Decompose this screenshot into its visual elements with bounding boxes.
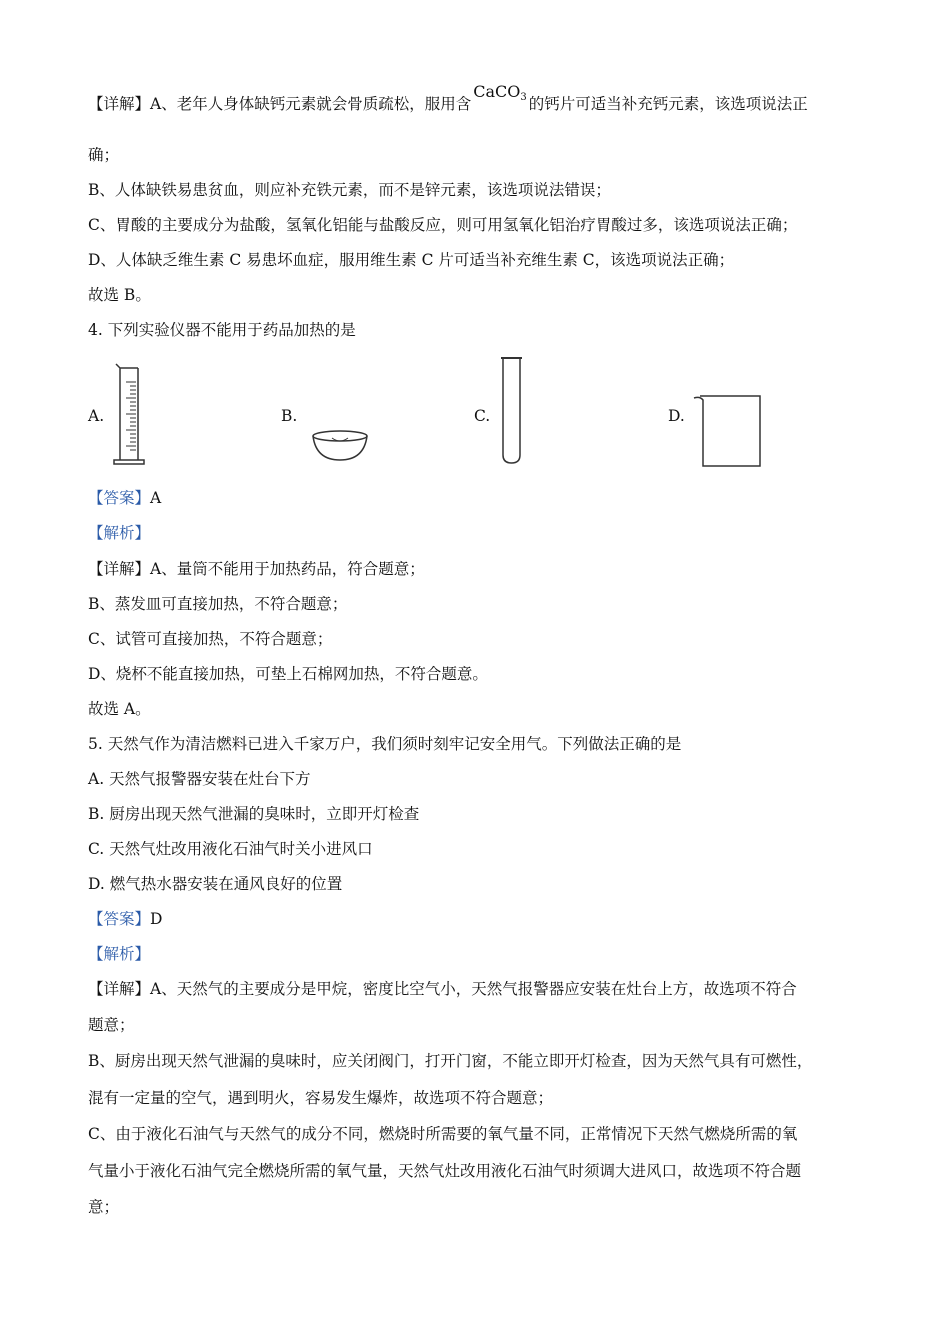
q4-detail-2: B、蒸发皿可直接加热，不符合题意； (88, 595, 348, 613)
caco3-formula: CaCO$_3$ (473, 82, 527, 103)
q4-detail-4: D、烧杯不能直接加热，可垫上石棉网加热，不符合题意。 (88, 665, 488, 683)
conclusion-line: 故选 B。 (88, 286, 151, 304)
detail-line-3: B、人体缺铁易患贫血，则应补充铁元素，而不是锌元素，该选项说法错误； (88, 181, 611, 199)
q5-detail-3a: C、由于液化石油气与天然气的成分不同，燃烧时所需要的氧气量不同，正常情况下天然气燃烧所需的氧 (88, 1125, 798, 1143)
q5-option-b: B. 厨房出现天然气泄漏的臭味时，立即开灯检查 (88, 805, 420, 823)
q4-conclusion: 故选 A。 (88, 700, 151, 718)
q4-analysis-tag: 【解析】 (88, 524, 151, 542)
q4-detail-1: 【详解】A、量筒不能用于加热药品，符合题意； (88, 560, 425, 578)
q5-detail-1b: 题意； (88, 1016, 135, 1034)
question-4-stem: 4. 下列实验仪器不能用于药品加热的是 (88, 321, 356, 339)
evaporating-dish-icon (310, 428, 370, 464)
question-5-stem: 5. 天然气作为清洁燃料已进入千家万户，我们须时刻牢记安全用气。下列做法正确的是 (88, 735, 682, 753)
q5-option-d: D. 燃气热水器安装在通风良好的位置 (88, 875, 343, 893)
option-d-label: D. (668, 407, 685, 425)
q5-option-c: C. 天然气灶改用液化石油气时关小进风口 (88, 840, 373, 858)
q5-detail-3c: 意； (88, 1198, 120, 1216)
q5-detail-2b: 混有一定量的空气，遇到明火，容易发生爆炸，故选项不符合题意； (88, 1089, 554, 1107)
detail-line-4: C、胃酸的主要成分为盐酸，氢氧化铝能与盐酸反应，则可用氢氧化铝治疗胃酸过多，该选项说法正确； (88, 216, 798, 234)
q5-answer: 【答案】D (88, 910, 163, 928)
q5-detail-1a: 【详解】A、天然气的主要成分是甲烷，密度比空气小，天然气报警器应安装在灶台上方，故选项不符合 (88, 980, 797, 998)
q5-detail-2a: B、厨房出现天然气泄漏的臭味时，应关闭阀门，打开门窗，不能立即开灯检查，因为天然气具有可燃性， (88, 1052, 813, 1070)
detail-tag: 【详解】 (88, 95, 151, 113)
detail-line-5: D、人体缺乏维生素 C 易患坏血症，服用维生素 C 片可适当补充维生素 C，该选项说法正确； (88, 251, 735, 269)
detail-line-1: 【详解】A、老年人身体缺钙元素就会骨质疏松，服用含CaCO$_3$ 的钙片可适当补充钙元素，该选项说法正 (88, 82, 808, 113)
option-a-label: A. (88, 407, 105, 425)
option-c-label: C. (474, 407, 491, 425)
option-b-label: B. (281, 407, 298, 425)
test-tube-icon (498, 355, 526, 467)
q4-answer: 【答案】A (88, 489, 162, 507)
q4-detail-3: C、试管可直接加热，不符合题意； (88, 630, 333, 648)
q5-detail-3b: 气量小于液化石油气完全燃烧所需的氧气量，天然气灶改用液化石油气时须调大进风口，故选项不符合题 (88, 1162, 802, 1180)
q5-option-a: A. 天然气报警器安装在灶台下方 (88, 770, 311, 788)
detail-line-2: 确； (88, 146, 120, 164)
beaker-icon (692, 392, 768, 468)
answer-tag: 【答案】 (88, 489, 151, 507)
answer-tag: 【答案】 (88, 910, 151, 928)
q5-analysis-tag: 【解析】 (88, 945, 151, 963)
graduated-cylinder-icon (108, 362, 158, 468)
